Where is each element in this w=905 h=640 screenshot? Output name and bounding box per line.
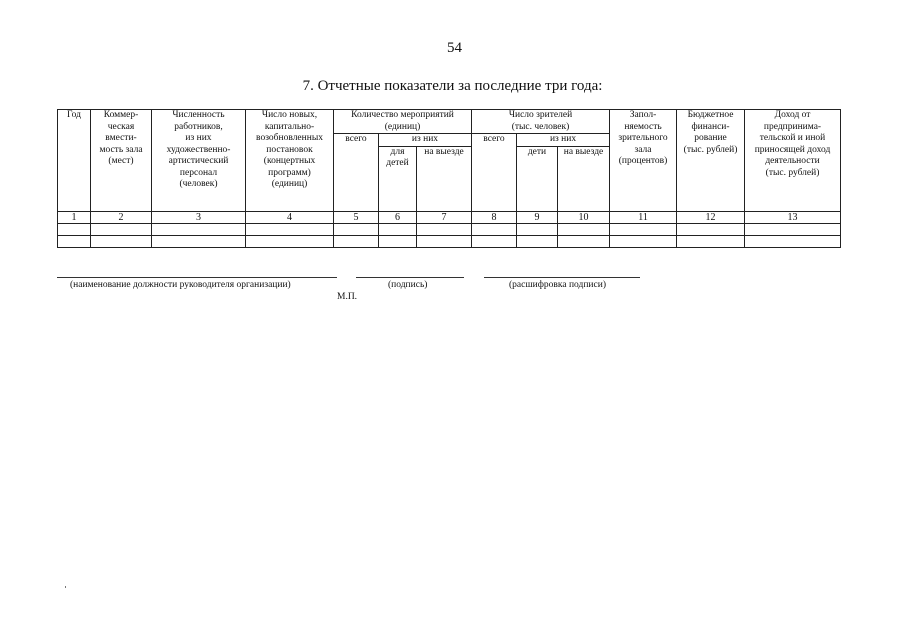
header-spectators-children: дети [517, 146, 558, 211]
header-spectators-total: всего [472, 134, 517, 212]
stamp-label: М.П. [337, 292, 358, 302]
table-cell[interactable] [677, 223, 745, 235]
position-line[interactable] [57, 277, 337, 278]
column-number-row [58, 211, 841, 223]
table-cell[interactable] [417, 223, 472, 235]
table-cell[interactable] [610, 223, 677, 235]
table-cell[interactable] [745, 235, 841, 247]
header-new-productions: Число новых, капитально- возобновленных постановок (концертных программ) (единиц) [246, 110, 334, 212]
report-table [57, 109, 841, 248]
table-cell[interactable] [246, 223, 334, 235]
header-events-touring: на выезде [417, 146, 472, 211]
table-cell[interactable] [246, 235, 334, 247]
column-number: 6 [379, 211, 417, 223]
table-cell[interactable] [91, 235, 152, 247]
section-title: 7. Отчетные показатели за последние три года: [302, 78, 603, 94]
header-spectators-touring: на выезде [558, 146, 610, 211]
table-row [58, 235, 841, 247]
table-cell[interactable] [610, 235, 677, 247]
column-number: 12 [677, 211, 745, 223]
column-number: 4 [246, 211, 334, 223]
table-cell[interactable] [58, 235, 91, 247]
column-number: 10 [558, 211, 610, 223]
header-events-of-which: из них [379, 134, 472, 147]
header-capacity: Коммер- ческая вмести- мость зала (мест) [91, 110, 152, 212]
table-cell[interactable] [152, 223, 246, 235]
table-cell[interactable] [558, 223, 610, 235]
header-spectators-group: Число зрителей (тыс. человек) [472, 110, 610, 134]
header-income: Доход от предпринима- тельской и иной приносящей доход деятельности (тыс. рублей) [745, 110, 841, 212]
column-number: 8 [472, 211, 517, 223]
table-row [58, 223, 841, 235]
decoding-line[interactable] [484, 277, 640, 278]
column-number: 2 [91, 211, 152, 223]
column-number: 13 [745, 211, 841, 223]
header-row-1 [58, 110, 841, 134]
header-budget: Бюджетное финанси- рование (тыс. рублей) [677, 110, 745, 212]
table-cell[interactable] [558, 235, 610, 247]
table-cell[interactable] [152, 235, 246, 247]
table-cell[interactable] [417, 235, 472, 247]
header-events-total: всего [334, 134, 379, 212]
table-cell[interactable] [472, 235, 517, 247]
column-number: 5 [334, 211, 379, 223]
scan-speck [65, 586, 66, 588]
header-events-children: для детей [379, 146, 417, 211]
table-cell[interactable] [745, 223, 841, 235]
table-cell[interactable] [334, 235, 379, 247]
header-year: Год [58, 110, 91, 212]
column-number: 7 [417, 211, 472, 223]
table-cell[interactable] [517, 235, 558, 247]
table-cell[interactable] [379, 235, 417, 247]
header-spectators-of-which: из них [517, 134, 610, 147]
table-cell[interactable] [379, 223, 417, 235]
column-number: 1 [58, 211, 91, 223]
decoding-label: (расшифровка подписи) [509, 280, 606, 290]
table-cell[interactable] [677, 235, 745, 247]
position-label: (наименование должности руководителя организации) [70, 280, 291, 290]
table-cell[interactable] [472, 223, 517, 235]
signature-label: (подпись) [388, 280, 428, 290]
column-number: 3 [152, 211, 246, 223]
page-number: 54 [447, 40, 462, 56]
header-staff: Численность работников, из них художественно- артистический персонал (человек) [152, 110, 246, 212]
header-events-group: Количество мероприятий (единиц) [334, 110, 472, 134]
column-number: 11 [610, 211, 677, 223]
table-cell[interactable] [91, 223, 152, 235]
column-number: 9 [517, 211, 558, 223]
header-occupancy: Запол- няемость зрительного зала (процентов) [610, 110, 677, 212]
signature-line[interactable] [356, 277, 464, 278]
table-cell[interactable] [58, 223, 91, 235]
table-cell[interactable] [334, 223, 379, 235]
table-cell[interactable] [517, 223, 558, 235]
